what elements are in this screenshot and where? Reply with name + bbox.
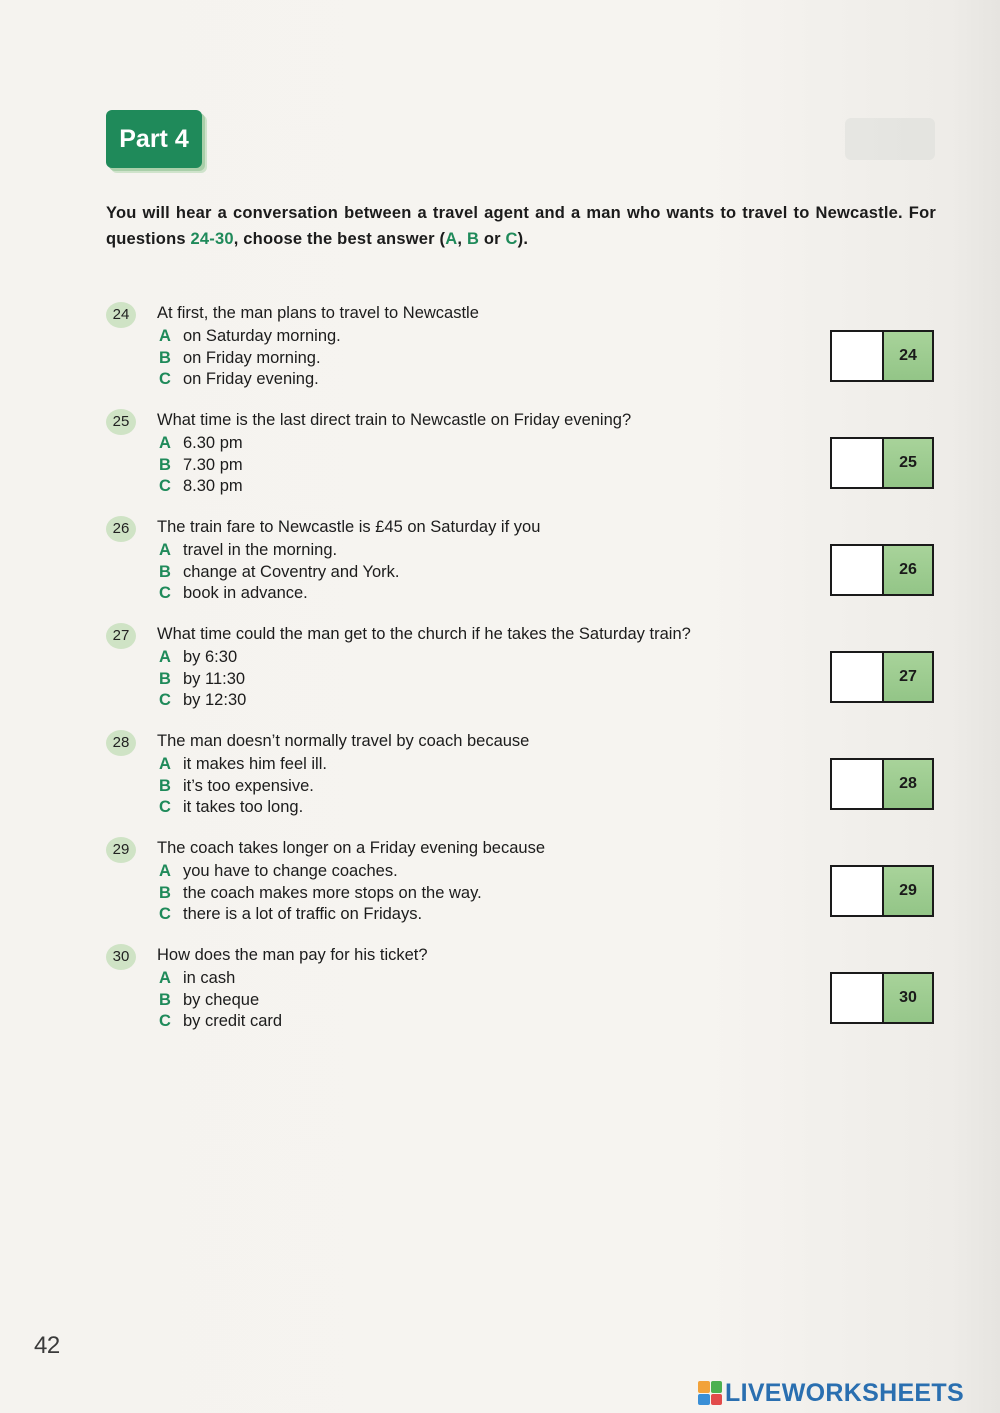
answer-box-30 bbox=[830, 972, 934, 1024]
option-a bbox=[159, 326, 341, 348]
option-text: travel in the morning. bbox=[183, 541, 338, 559]
letter-a: A bbox=[445, 230, 458, 248]
separator: , bbox=[457, 230, 467, 248]
option-letter: A bbox=[159, 541, 171, 559]
question-29 bbox=[104, 837, 944, 944]
option-list bbox=[159, 540, 399, 605]
part-badge: Part 4 bbox=[106, 110, 202, 168]
answer-input-25[interactable] bbox=[832, 439, 884, 487]
answer-box-26 bbox=[830, 544, 934, 596]
option-list bbox=[159, 861, 482, 926]
option-letter: A bbox=[159, 648, 171, 666]
question-25 bbox=[104, 409, 944, 516]
watermark-text: LIVEWORKSHEETS bbox=[725, 1378, 964, 1407]
option-b bbox=[159, 455, 243, 477]
option-c bbox=[159, 583, 399, 605]
option-letter: B bbox=[159, 348, 171, 367]
option-c bbox=[159, 476, 243, 498]
option-b bbox=[159, 348, 341, 370]
instructions-text: You will hear a conversation between a travel agent and a man who wants to travel to Newcastle. For questions bbox=[106, 204, 936, 248]
option-b bbox=[159, 990, 282, 1012]
option-c bbox=[159, 1011, 282, 1033]
option-text: on Saturday morning. bbox=[183, 327, 341, 345]
option-b bbox=[159, 562, 399, 584]
answer-box-25 bbox=[830, 437, 934, 489]
option-c bbox=[159, 797, 327, 819]
liveworksheets-logo-icon bbox=[698, 1381, 722, 1405]
option-b bbox=[159, 776, 327, 798]
question-number: 28 bbox=[106, 730, 136, 756]
option-text: there is a lot of traffic on Fridays. bbox=[183, 905, 423, 923]
liveworksheets-watermark[interactable] bbox=[698, 1378, 964, 1408]
answer-label: 29 bbox=[884, 867, 932, 915]
question-24 bbox=[104, 302, 944, 409]
option-letter: B bbox=[159, 669, 171, 688]
option-text: it takes too long. bbox=[183, 798, 304, 816]
question-number: 24 bbox=[106, 302, 136, 328]
answer-box-27 bbox=[830, 651, 934, 703]
option-list bbox=[159, 433, 243, 498]
option-text: change at Coventry and York. bbox=[183, 562, 400, 581]
question-stem: The man doesn’t normally travel by coach because bbox=[157, 732, 530, 750]
question-30 bbox=[104, 944, 944, 1051]
option-list bbox=[159, 968, 282, 1033]
option-letter: A bbox=[159, 327, 171, 345]
option-a bbox=[159, 647, 246, 669]
option-list bbox=[159, 326, 341, 391]
answer-input-26[interactable] bbox=[832, 546, 884, 594]
option-text: in cash bbox=[183, 969, 236, 987]
question-stem: The train fare to Newcastle is £45 on Saturday if you bbox=[157, 518, 541, 536]
option-text: 6.30 pm bbox=[183, 434, 243, 452]
option-letter: B bbox=[159, 562, 171, 581]
option-text: 7.30 pm bbox=[183, 455, 243, 474]
option-text: it makes him feel ill. bbox=[183, 755, 327, 773]
option-letter: B bbox=[159, 990, 171, 1009]
option-c bbox=[159, 369, 341, 391]
answer-box-28 bbox=[830, 758, 934, 810]
answer-label: 26 bbox=[884, 546, 932, 594]
option-text: it’s too expensive. bbox=[183, 776, 314, 795]
option-b bbox=[159, 669, 246, 691]
option-letter: A bbox=[159, 862, 171, 880]
option-a bbox=[159, 433, 243, 455]
question-number: 29 bbox=[106, 837, 136, 863]
option-c bbox=[159, 904, 482, 926]
option-letter: B bbox=[159, 883, 171, 902]
question-number: 26 bbox=[106, 516, 136, 542]
option-list bbox=[159, 647, 246, 712]
option-text: book in advance. bbox=[183, 584, 308, 602]
question-number: 27 bbox=[106, 623, 136, 649]
option-text: by 12:30 bbox=[183, 691, 247, 709]
answer-label: 28 bbox=[884, 760, 932, 808]
option-letter: C bbox=[159, 477, 171, 495]
option-text: by 6:30 bbox=[183, 648, 238, 666]
question-stem: At first, the man plans to travel to Newcastle bbox=[157, 304, 479, 322]
option-letter: C bbox=[159, 1012, 171, 1030]
option-text: on Friday evening. bbox=[183, 370, 319, 388]
option-a bbox=[159, 754, 327, 776]
question-28 bbox=[104, 730, 944, 837]
page-number: 42 bbox=[34, 1332, 60, 1359]
option-text: you have to change coaches. bbox=[183, 862, 398, 880]
option-letter: B bbox=[159, 776, 171, 795]
option-list bbox=[159, 754, 327, 819]
answer-input-27[interactable] bbox=[832, 653, 884, 701]
question-range: 24-30 bbox=[190, 230, 234, 248]
option-text: by 11:30 bbox=[183, 669, 246, 688]
question-26 bbox=[104, 516, 944, 623]
option-b bbox=[159, 883, 482, 905]
option-text: 8.30 pm bbox=[183, 477, 243, 495]
answer-input-24[interactable] bbox=[832, 332, 884, 380]
answer-label: 24 bbox=[884, 332, 932, 380]
answer-input-28[interactable] bbox=[832, 760, 884, 808]
option-text: the coach makes more stops on the way. bbox=[183, 883, 482, 902]
instructions-text: , choose the best answer ( bbox=[233, 230, 446, 248]
separator: or bbox=[479, 230, 506, 248]
question-stem: What time is the last direct train to Newcastle on Friday evening? bbox=[157, 411, 632, 429]
question-list bbox=[104, 302, 944, 1051]
question-stem: The coach takes longer on a Friday evening because bbox=[157, 839, 545, 857]
option-text: by cheque bbox=[183, 990, 260, 1009]
answer-label: 30 bbox=[884, 974, 932, 1022]
letter-c: C bbox=[505, 230, 518, 248]
option-letter: A bbox=[159, 969, 171, 987]
option-letter: C bbox=[159, 905, 171, 923]
letter-b: B bbox=[466, 230, 480, 248]
option-a bbox=[159, 540, 399, 562]
instructions-text: ). bbox=[517, 230, 529, 248]
option-a bbox=[159, 861, 482, 883]
question-27 bbox=[104, 623, 944, 730]
question-stem: How does the man pay for his ticket? bbox=[157, 946, 428, 964]
option-text: by credit card bbox=[183, 1012, 283, 1030]
option-letter: C bbox=[159, 370, 171, 388]
option-letter: A bbox=[159, 755, 171, 773]
question-stem: What time could the man get to the church if he takes the Saturday train? bbox=[157, 625, 691, 643]
answer-box-29 bbox=[830, 865, 934, 917]
option-text: on Friday morning. bbox=[183, 348, 321, 367]
answer-label: 27 bbox=[884, 653, 932, 701]
answer-label: 25 bbox=[884, 439, 932, 487]
option-letter: C bbox=[159, 691, 171, 709]
answer-input-29[interactable] bbox=[832, 867, 884, 915]
question-number: 25 bbox=[106, 409, 136, 435]
answer-box-24 bbox=[830, 330, 934, 382]
option-letter: C bbox=[159, 584, 171, 602]
question-number: 30 bbox=[106, 944, 136, 970]
option-c bbox=[159, 690, 246, 712]
instructions bbox=[106, 200, 936, 252]
option-letter: A bbox=[159, 434, 171, 452]
option-a bbox=[159, 968, 282, 990]
option-letter: C bbox=[159, 798, 171, 816]
answer-input-30[interactable] bbox=[832, 974, 884, 1022]
option-letter: B bbox=[159, 455, 171, 474]
bleed-through-shadow bbox=[845, 118, 935, 160]
